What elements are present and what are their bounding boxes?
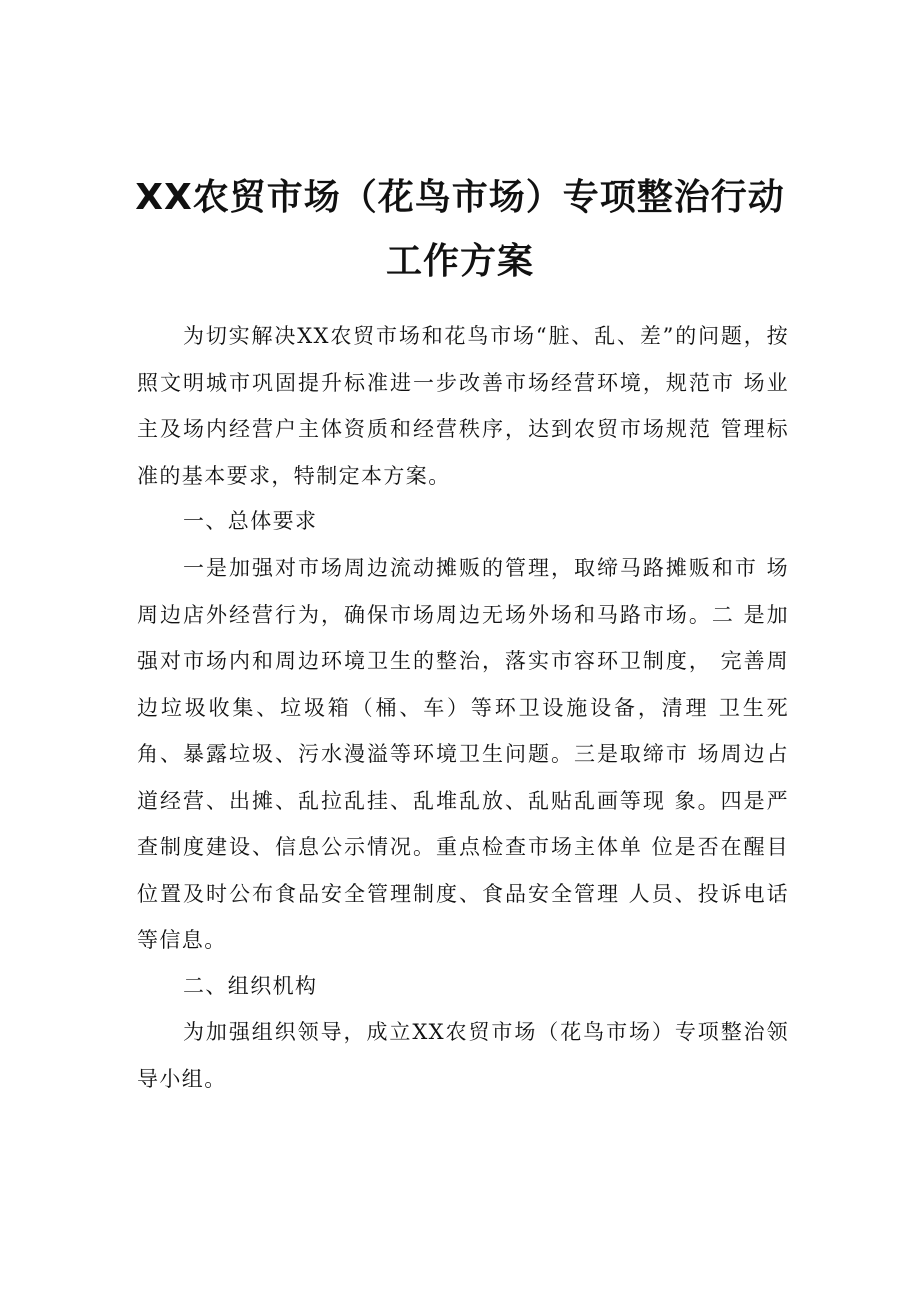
document-title-line-1: XX农贸市场（花鸟市场）专项整治行动	[135, 177, 785, 218]
intro-paragraph: 为切实解决XX农贸市场和花鸟市场“脏、乱、差”的问题，按照文明城市巩固提升标准进一步改善市场经营环境，规范市 场业主及场内经营户主体资质和经营秩序，达到农贸市场规范 管理标准的基本要求，特制定本方案。	[137, 324, 789, 488]
document-title-line-2: 工作方案	[385, 241, 534, 282]
section-heading-organization: 二、组织机构	[183, 974, 318, 998]
general-requirements-paragraph: 一是加强对市场周边流动摊贩的管理，取缔马路摊贩和市 场周边店外经营行为，确保市场周边无场外场和马路市场。二 是加强对市场内和周边环境卫生的整治，落实市容环卫制度， 完善周边垃圾收集、垃圾箱（桶、车）等环卫设施设备，清理 卫生死角、暴露垃圾、污水漫溢等环境卫生问题。三是取缔市 场周边占道经营、出摊、乱拉乱挂、乱堆乱放、乱贴乱画等现 象。四是严查制度建设、信息公示情况。重点检查市场主体单 位是否在醒目位置及时公布食品安全管理制度、食品安全管理 人员、投诉电话等信息。	[137, 556, 789, 952]
section-heading-general-requirements: 一、总体要求	[183, 509, 318, 533]
organization-paragraph: 为加强组织领导，成立XX农贸市场（花鸟市场）专项整治领导小组。	[137, 1020, 789, 1091]
